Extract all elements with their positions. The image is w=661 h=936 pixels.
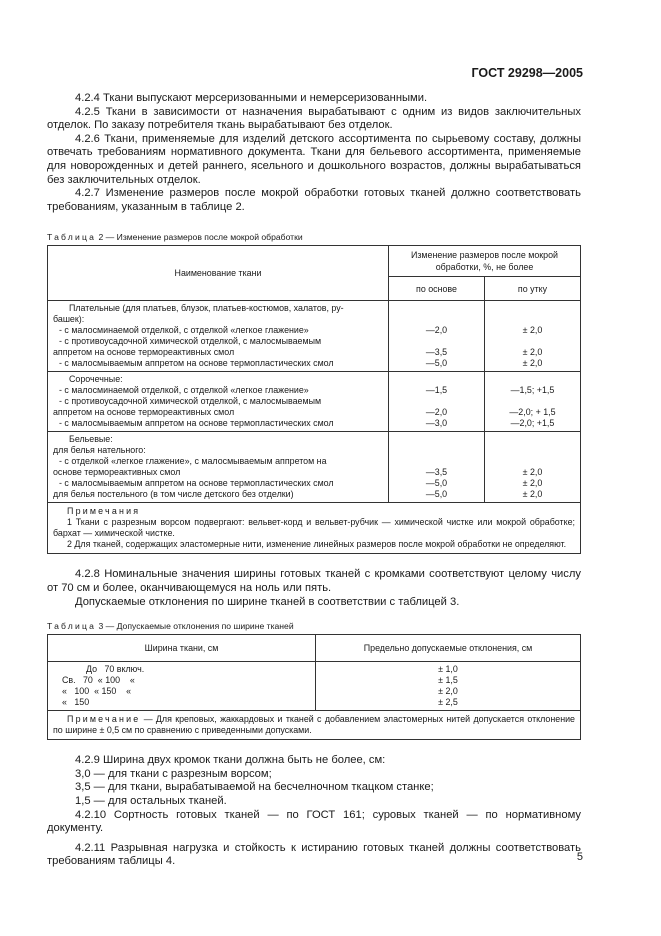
list-item: 1,5 — для остальных тканей. (75, 794, 227, 807)
table2-group-1-warp (389, 372, 485, 432)
table-cell: - с отделкой «легкое глажение», с малосмываемым аппретом на (59, 456, 327, 467)
para-4-2-7: 4.2.7 Изменение размеров после мокрой обработки готовых тканей должно соответствовать требованиям, указанным в таблице 2. (47, 187, 581, 213)
table2-group-1-weft (485, 372, 581, 432)
table-cell: ± 2,0 (522, 347, 543, 358)
table-cell: —5,0 (425, 489, 448, 500)
table2-group-2-warp (389, 432, 485, 503)
table-cell: —3,0 (425, 418, 448, 429)
table-cell: - с малосмываемым аппретом на основе термопластических смол (59, 478, 334, 489)
table-cell (394, 445, 479, 456)
table-cell: —1,5 (425, 385, 448, 396)
table-cell: основе термореактивных смол (53, 467, 181, 478)
table-cell: ± 2,0 (522, 467, 543, 478)
table-cell (490, 456, 575, 467)
table-cell: - с противоусадочной химической отделкой, с малосмываемым (59, 336, 322, 347)
table2-group-0-weft (485, 301, 581, 372)
table-row (48, 432, 581, 503)
table2-col-warp: по основе (389, 277, 485, 301)
table-cell (490, 314, 575, 325)
table-cell: « 100 « 150 « (62, 686, 132, 697)
para-4-2-8: 4.2.8 Номинальные значения ширины готовых тканей с кромками соответствуют целому числу от 70 см и более, оканчивающемуся на ноль или пять. (47, 568, 581, 594)
table-row (48, 301, 581, 372)
table-cell (394, 456, 479, 467)
page-body (47, 92, 581, 869)
para-4-2-9-list (47, 768, 581, 809)
para-4-2-6: 4.2.6 Ткани, применяемые для изделий детского ассортимента по сырьевому составу, должны отвечать требованиям нормативного документа. Ткани для бельевого ассортимента, применяемые для новорожденных и детей раннего, ясельного и дошкольного возрастов, должны вырабатываться без заключительных отделок. (47, 132, 581, 186)
table2-group-1-lines (48, 372, 389, 432)
para-4-2-11: 4.2.11 Разрывная нагрузка и стойкость к истиранию готовых тканей должны соответствовать требованиям таблицы 4. (47, 841, 581, 868)
table3-devs (316, 662, 581, 711)
para-4-2-10: 4.2.10 Сортность готовых тканей — по ГОСТ 161; суровых тканей — по нормативному документу. (47, 808, 581, 835)
table-cell: Сорочечные: (69, 374, 123, 385)
table-cell: До 70 включ. (86, 664, 145, 675)
table2-col-change: Изменение размеров после мокрой обработки, %, не более (389, 246, 581, 277)
para-4-2-8-b: Допускаемые отклонения по ширине тканей в соответствии с таблицей 3. (75, 595, 460, 608)
table-row (48, 372, 581, 432)
table-cell: аппретом на основе термореактивных смол (53, 347, 235, 358)
table-2 (47, 245, 581, 554)
table-cell (394, 396, 479, 407)
table-cell: для белья нательного: (53, 445, 146, 456)
table2-notes (48, 503, 581, 554)
table-cell (490, 374, 575, 385)
table-3 (47, 634, 581, 740)
table-cell (394, 303, 479, 314)
table-cell: - с противоусадочной химической отделкой, с малосмываемым (59, 396, 322, 407)
table-cell: башек): (53, 314, 85, 325)
table-cell: —3,5 (425, 347, 448, 358)
list-item: 3,0 — для ткани с разрезным ворсом; (75, 767, 272, 780)
table2-notes-title: Примечания (67, 506, 141, 517)
table-cell: —2,0; +1,5 (510, 418, 555, 429)
table-cell: —3,5 (425, 467, 448, 478)
table-cell: - с малосминаемой отделкой, с отделкой «легкое глажение» (59, 385, 309, 396)
table-cell: - с малосмываемым аппретом на основе термопластических смол (59, 358, 334, 369)
page-number: 5 (576, 851, 583, 863)
para-4-2-9: 4.2.9 Ширина двух кромок ткани должна быть не более, см: (75, 754, 386, 767)
table3-col-dev: Предельно допускаемые отклонения, см (316, 635, 581, 662)
table-cell: —1,5; +1,5 (510, 385, 555, 396)
table2-group-0-warp (389, 301, 485, 372)
table-cell (394, 434, 479, 445)
table3-caption: Таблица 3 — Допускаемые отклонения по ширине тканей (47, 621, 294, 632)
table2-caption: Таблица 2 — Изменение размеров после мокрой обработки (47, 232, 303, 243)
table-cell: ± 1,5 (438, 675, 458, 686)
table3-widths (48, 662, 316, 711)
table-cell: Св. 70 « 100 « (62, 675, 135, 686)
table2-note-2: 2 Для тканей, содержащих эластомерные нити, изменение линейных размеров после мокрой обработки не определяют. (67, 539, 567, 550)
para-4-2-4: 4.2.4 Ткани выпускают мерсеризованными и немерсеризованными. (75, 92, 428, 104)
standard-number: ГОСТ 29298—2005 (471, 66, 583, 80)
table-cell: ± 2,0 (438, 686, 458, 697)
table-cell (490, 445, 575, 456)
table-cell: ± 2,0 (522, 489, 543, 500)
list-item: 3,5 — для ткани, вырабатываемой на бесчелночном ткацком станке; (75, 781, 434, 794)
table-cell: - с малосминаемой отделкой, с отделкой «легкое глажение» (59, 325, 309, 336)
table-cell: ± 2,0 (522, 325, 543, 336)
table3-col-width: Ширина ткани, см (48, 635, 316, 662)
table-cell: Плательные (для платьев, блузок, платьев-костюмов, халатов, ру- (69, 303, 344, 314)
table-cell: аппретом на основе термореактивных смол (53, 407, 235, 418)
table-cell (490, 434, 575, 445)
table-cell: ± 1,0 (438, 664, 458, 675)
table-cell: —5,0 (425, 478, 448, 489)
table-cell: для белья постельного (в том числе детского без отделки) (53, 489, 294, 500)
table-cell (490, 336, 575, 347)
table-cell (490, 303, 575, 314)
table3-note: Примечание — Для креповых, жаккардовых и тканей с добавлением эластомерных нитей допускается отклонение по ширине ± 0,5 см по сравнению с приведенными допусками. (48, 711, 581, 740)
table-cell: Бельевые: (69, 434, 113, 445)
table-cell (394, 314, 479, 325)
para-4-2-5: 4.2.5 Ткани в зависимости от назначения вырабатывают с одним из видов заключительных отделок. По заказу потребителя ткань вырабатывают без отделок. (47, 105, 581, 132)
table-cell: « 150 (62, 697, 90, 708)
table-cell: - с малосмываемым аппретом на основе термопластических смол (59, 418, 334, 429)
table-cell: ± 2,0 (522, 358, 543, 369)
table2-col-name: Наименование ткани (48, 246, 389, 301)
table2-group-2-weft (485, 432, 581, 503)
table-cell: ± 2,0 (522, 478, 543, 489)
table-cell: —2,0; + 1,5 (509, 407, 556, 418)
table-cell: ± 2,5 (438, 697, 458, 708)
table-cell (490, 396, 575, 407)
table-cell (394, 336, 479, 347)
table-cell: —2,0 (425, 407, 448, 418)
table-cell: —2,0 (425, 325, 448, 336)
table2-group-2-lines (48, 432, 389, 503)
table2-col-weft: по утку (485, 277, 581, 301)
table-cell: —5,0 (425, 358, 448, 369)
table-cell (394, 374, 479, 385)
table2-note-1: 1 Ткани с разрезным ворсом подвергают: вельвет-корд и вельвет-рубчик — химической чистке или мокрой обработке; бархат — химической чистке. (53, 517, 575, 539)
table2-group-0-lines (48, 301, 389, 372)
